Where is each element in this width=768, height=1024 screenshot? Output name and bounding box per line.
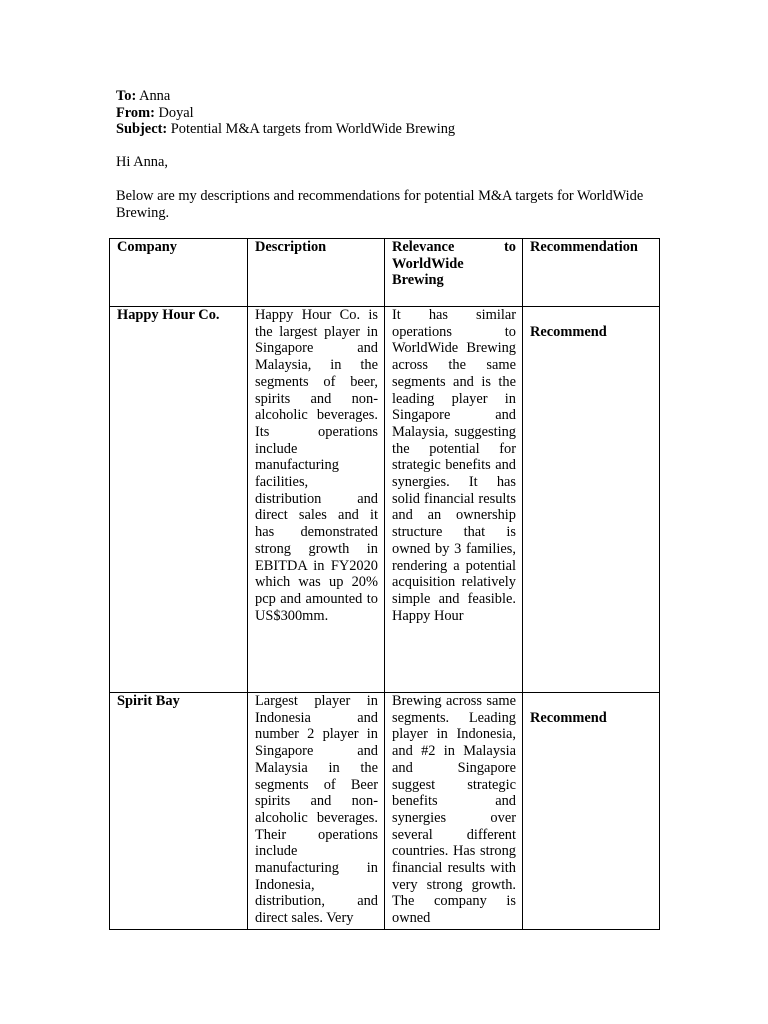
relevance-text: Brewing across same segments. Leading player in Indonesia, and #2 in Malaysia and Singapore suggest strategic benefits and synergies over several different countries. Has strong financial results with very strong growth. The company is owned [392, 693, 516, 926]
subject-line [116, 121, 676, 138]
to-label: To: [116, 88, 137, 104]
description-cell [248, 693, 385, 930]
relevance-cell [385, 693, 523, 930]
to-line [116, 88, 676, 105]
table-header-row [110, 239, 660, 307]
from-label: From: [116, 104, 155, 121]
to-value: Anna [139, 88, 171, 104]
from-line [116, 105, 676, 122]
description-text: Largest player in Indonesia and number 2 player in Singapore and Malaysia in the segments of Beer spirits and non-alcoholic beverages. Their operations include manufacturing in Indonesia, distribution, and direct sales. Very [255, 693, 378, 926]
recommendation-label: Recommend [530, 710, 607, 726]
table-row [110, 693, 660, 930]
targets-table [109, 238, 660, 930]
relevance-cell: It has similar operations to WorldWide Brewing across the same segments and is the leading player in Singapore and Malaysia, suggesting the potential for strategic benefits and synergies. It has solid financial results and an ownership structure that is owned by 3 families, rendering a potential acquisition relatively simple and feasible. Happy Hour [385, 307, 523, 693]
header-company: Company [110, 239, 248, 307]
subject-label: Subject: [116, 121, 168, 138]
description-cell: Happy Hour Co. is the largest player in Singapore and Malaysia, in the segments of beer, spirits and non-alcoholic beverages. Its operations include manufacturing facilities, distribution and direct sales and it has demonstrated strong growth in EBITDA in FY2020 which was up 20% pcp and amounted to US$300mm. [248, 307, 385, 693]
recommendation-label: Recommend [530, 324, 607, 340]
from-value: Doyal [158, 104, 194, 121]
recommendation-cell [523, 693, 660, 930]
subject-value: Potential M&A targets from WorldWide Brewing [170, 121, 456, 138]
intro-paragraph: Below are my descriptions and recommendations for potential M&A targets for WorldWide Brewing. [116, 188, 644, 221]
memo-header [116, 88, 676, 138]
company-cell: Happy Hour Co. [110, 307, 248, 693]
greeting: Hi Anna, [116, 154, 168, 170]
table-row [110, 307, 660, 693]
header-description: Description [248, 239, 385, 307]
recommendation-cell [523, 307, 660, 693]
header-recommendation: Recommendation [523, 239, 660, 307]
header-relevance: Relevance to WorldWide Brewing [385, 239, 523, 307]
company-cell: Spirit Bay [110, 693, 248, 930]
